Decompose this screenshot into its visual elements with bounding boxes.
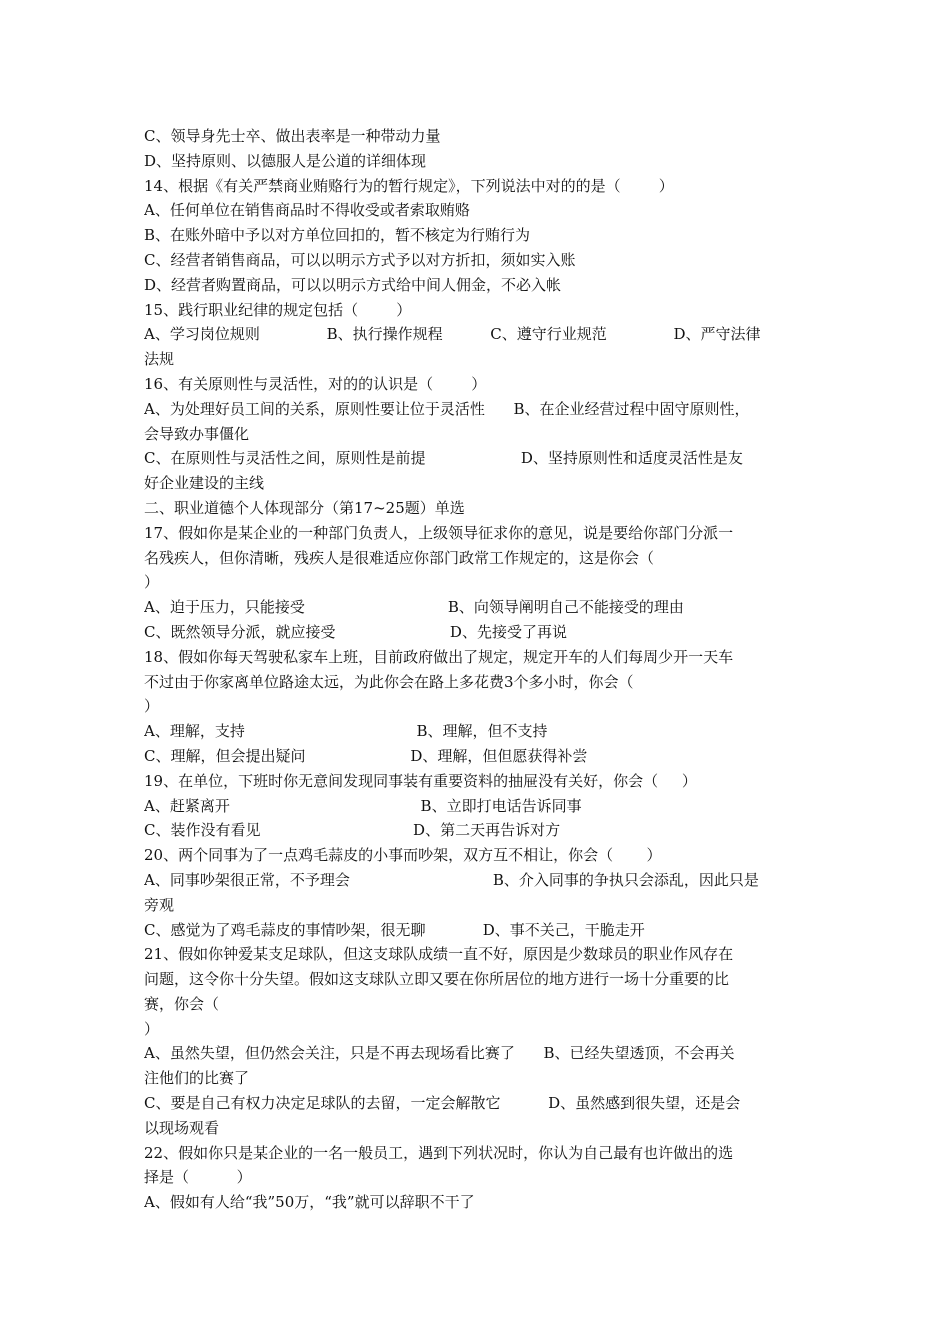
text-line: A、虽然失望，但仍然会关注，只是不再去现场看比赛了 B、已经失望透顶，不会再关 bbox=[144, 1044, 735, 1063]
text-line: 择是（ ） bbox=[144, 1168, 252, 1187]
question-14-stem: 14、根据《有关严禁商业贿赂行为的暂行规定》，下列说法中对的的是（ ） bbox=[144, 176, 674, 195]
document-page bbox=[144, 124, 816, 1215]
text-line: C、感觉为了鸡毛蒜皮的事情吵架，很无聊 D、事不关己，干脆走开 bbox=[144, 920, 645, 939]
text-line: D、经营者购置商品，可以以明示方式给中间人佣金，不必入帐 bbox=[144, 275, 562, 294]
text-line: C、要是自己有权力决定足球队的去留，一定会解散它 D、虽然感到很失望，还是会 bbox=[144, 1094, 741, 1113]
text-line: C、既然领导分派，就应接受 D、先接受了再说 bbox=[144, 622, 567, 641]
text-line: 会导致办事僵化 bbox=[144, 424, 250, 443]
text-line: A、任何单位在销售商品时不得收受或者索取贿赂 bbox=[144, 201, 470, 220]
text-line: C、领导身先士卒、做出表率是一种带动力量 bbox=[144, 127, 441, 145]
text-line: ） bbox=[144, 697, 160, 716]
text-line: 不过由于你家离单位路途太远，为此你会在路上多花费3个多小时，你会（ bbox=[144, 672, 634, 691]
question-20-stem: 20、两个同事为了一点鸡毛蒜皮的小事而吵架，双方互不相让，你会（ ） bbox=[144, 846, 662, 865]
text-line: C、经营者销售商品，可以以明示方式予以对方折扣，须如实入账 bbox=[144, 250, 576, 269]
text-line: 名残疾人，但你清晰，残疾人是很难适应你部门政常工作规定的，这是你会（ bbox=[144, 548, 655, 567]
text-line: A、赶紧离开 B、立即打电话告诉同事 bbox=[144, 796, 582, 815]
question-15-stem: 15、践行职业纪律的规定包括（ ） bbox=[144, 300, 412, 319]
question-16-stem: 16、有关原则性与灵活性，对的的认识是（ ） bbox=[144, 374, 487, 393]
text-line: A、同事吵架很正常，不予理会 B、介入同事的争执只会添乱，因此只是 bbox=[144, 870, 759, 889]
question-18-stem: 18、假如你每天驾驶私家车上班，目前政府做出了规定，规定开车的人们每周少开一天车 bbox=[144, 647, 734, 666]
text-line: ） bbox=[144, 573, 160, 592]
text-line: A、理解，支持 B、理解，但不支持 bbox=[144, 722, 548, 741]
question-22-stem: 22、假如你只是某企业的一名一般员工，遇到下列状况时，你认为自己最有也许做出的选 bbox=[144, 1143, 734, 1162]
section-heading: 二、职业道德个人体现部分（第17~25题）单选 bbox=[144, 498, 465, 517]
text-line: 旁观 bbox=[144, 895, 175, 914]
text-line: 注他们的比赛了 bbox=[144, 1069, 250, 1088]
text-line: A、迫于压力，只能接受 B、向领导阐明自己不能接受的理由 bbox=[144, 598, 684, 617]
text-line: C、在原则性与灵活性之间，原则性是前提 D、坚持原则性和适度灵活性是友 bbox=[144, 449, 743, 468]
text-line: 以现场观看 bbox=[144, 1118, 220, 1137]
question-19-stem: 19、在单位，下班时你无意间发现同事装有重要资料的抽屉没有关好，你会（ ） bbox=[144, 771, 697, 790]
text-line: 法规 bbox=[144, 350, 175, 369]
text-line: D、坚持原则、以德服人是公道的详细体现 bbox=[144, 151, 427, 170]
text-line: 赛，你会（ bbox=[144, 994, 220, 1013]
text-line: B、在账外暗中予以对方单位回扣的，暂不核定为行贿行为 bbox=[144, 226, 531, 245]
text-line: C、装作没有看见 D、第二天再告诉对方 bbox=[144, 821, 561, 840]
text-line: 问题，这令你十分失望。假如这支球队立即又要在你所居位的地方进行一场十分重要的比 bbox=[144, 970, 730, 989]
text-line: A、为处理好员工间的关系，原则性要让位于灵活性 B、在企业经营过程中固守原则性， bbox=[144, 399, 750, 418]
text-line: A、学习岗位规则 B、执行操作规程 C、遵守行业规范 D、严守法律 bbox=[144, 325, 761, 344]
text-line: A、假如有人给“我”50万，“我”就可以辞职不干了 bbox=[144, 1193, 475, 1212]
question-21-stem: 21、假如你钟爱某支足球队，但这支球队成绩一直不好，原因是少数球员的职业作风存在 bbox=[144, 945, 734, 964]
text-line: C、理解，但会提出疑问 D、理解，但但愿获得补尝 bbox=[144, 746, 588, 765]
text-line: ） bbox=[144, 1019, 160, 1038]
question-17-stem: 17、假如你是某企业的一种部门负责人，上级领导征求你的意见，说是要给你部门分派一 bbox=[144, 523, 734, 542]
text-line: 好企业建设的主线 bbox=[144, 474, 265, 493]
